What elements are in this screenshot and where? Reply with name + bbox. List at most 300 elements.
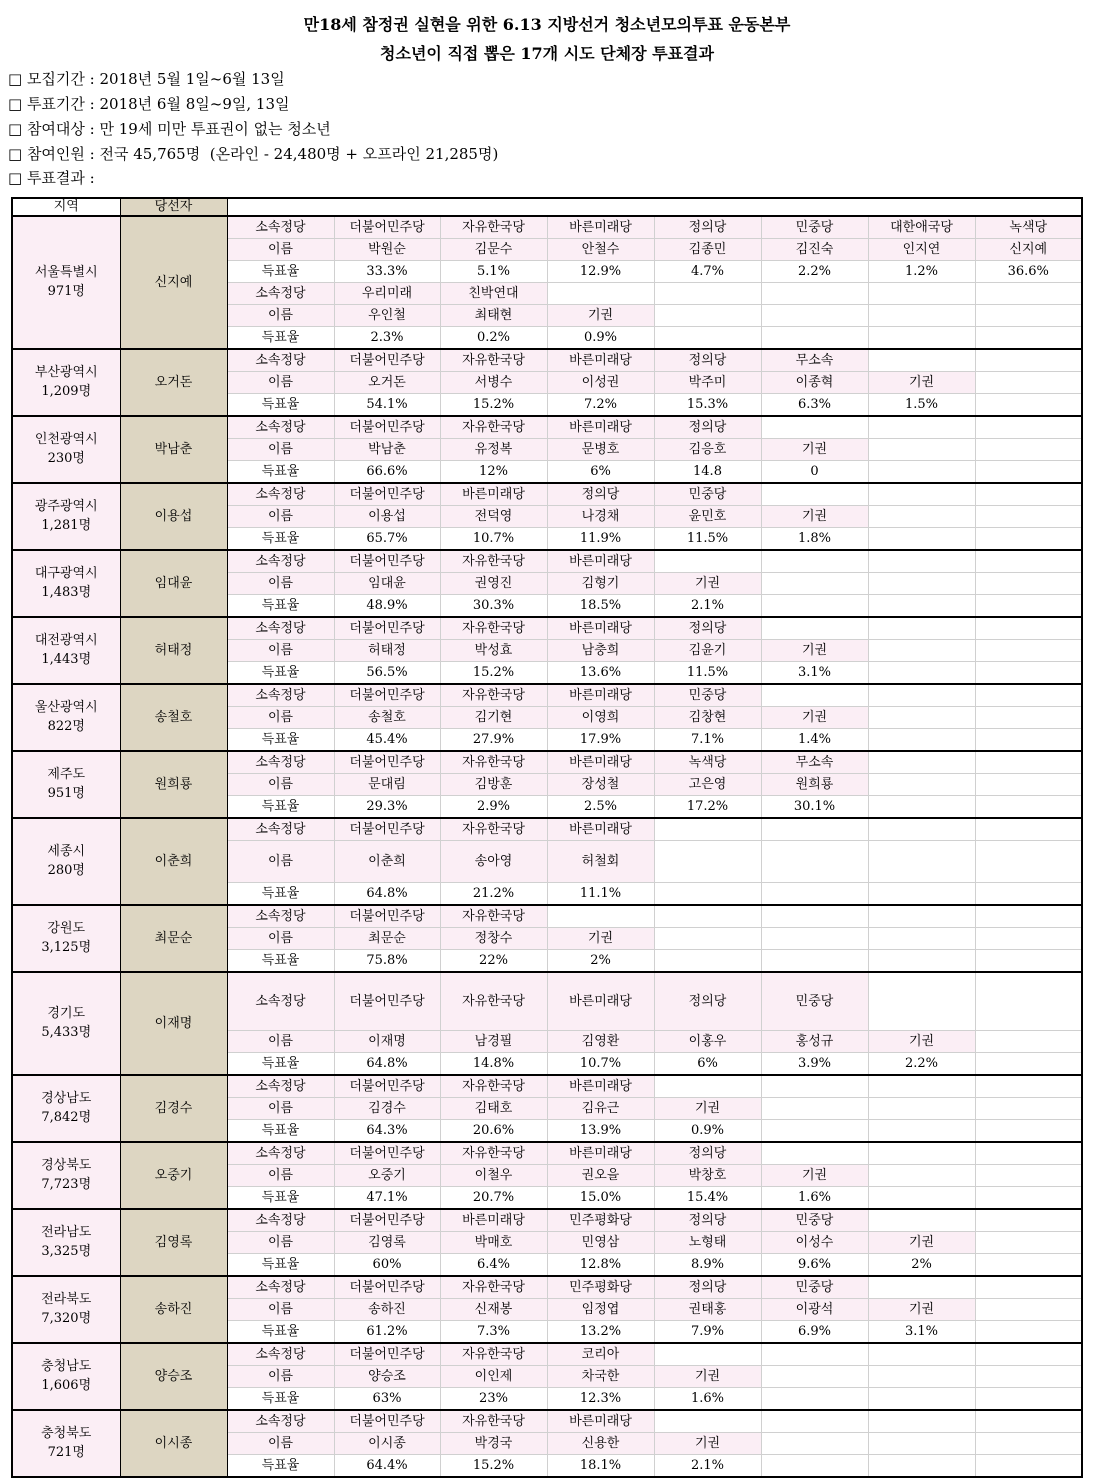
cell-name: 기권 bbox=[761, 640, 868, 662]
cell-name: 이광석 bbox=[761, 1299, 868, 1321]
region-cell bbox=[12, 684, 120, 751]
region-name: 경상남도 bbox=[41, 1091, 92, 1106]
row-label-name: 이름 bbox=[227, 372, 334, 394]
empty-cell bbox=[975, 1321, 1082, 1344]
cell-party: 바른미래당 bbox=[547, 416, 654, 439]
cell-name: 이용섭 bbox=[334, 506, 440, 528]
empty-cell bbox=[975, 550, 1082, 573]
row-label-party: 소속정당 bbox=[227, 1142, 334, 1165]
cell-party: 바른미래당 bbox=[547, 617, 654, 640]
cell-rate: 0.9% bbox=[654, 1120, 761, 1143]
empty-cell bbox=[868, 950, 975, 973]
row-label-party: 소속정당 bbox=[227, 818, 334, 841]
cell-party: 자유한국당 bbox=[440, 1142, 547, 1165]
cell-name: 기권 bbox=[868, 1031, 975, 1053]
cell-party: 자유한국당 bbox=[440, 905, 547, 928]
header-winner: 당선자 bbox=[120, 198, 227, 216]
cell-rate: 2.3% bbox=[334, 327, 440, 350]
row-label-party: 소속정당 bbox=[227, 349, 334, 372]
cell-rate: 6.4% bbox=[440, 1254, 547, 1277]
cell-rate: 2% bbox=[868, 1254, 975, 1277]
result-row-party bbox=[12, 751, 1082, 774]
region-name: 인천광역시 bbox=[34, 432, 98, 447]
winner-cell: 김영록 bbox=[120, 1209, 227, 1276]
region-participants: 1,281명 bbox=[41, 518, 92, 533]
winner-cell: 이춘희 bbox=[120, 818, 227, 905]
empty-cell bbox=[547, 905, 654, 928]
cell-rate: 36.6% bbox=[975, 261, 1082, 283]
cell-name: 박원순 bbox=[334, 239, 440, 261]
empty-cell bbox=[975, 461, 1082, 484]
cell-name: 안철수 bbox=[547, 239, 654, 261]
cell-name: 김진숙 bbox=[761, 239, 868, 261]
row-label-party: 소속정당 bbox=[227, 1410, 334, 1433]
cell-party: 더불어민주당 bbox=[334, 751, 440, 774]
cell-party: 민중당 bbox=[761, 1276, 868, 1299]
cell-party: 무소속 bbox=[761, 349, 868, 372]
row-label-name: 이름 bbox=[227, 305, 334, 327]
cell-party: 민주평화당 bbox=[547, 1276, 654, 1299]
row-label-name: 이름 bbox=[227, 439, 334, 461]
cell-name: 김태호 bbox=[440, 1098, 547, 1120]
cell-party: 더불어민주당 bbox=[334, 1142, 440, 1165]
info-result-label: □ 투표결과 : bbox=[8, 169, 95, 187]
region-name: 울산광역시 bbox=[34, 700, 98, 715]
empty-cell bbox=[975, 349, 1082, 372]
region-group bbox=[12, 751, 1082, 818]
row-label-name: 이름 bbox=[227, 1232, 334, 1254]
cell-rate: 7.3% bbox=[440, 1321, 547, 1344]
cell-name: 박매호 bbox=[440, 1232, 547, 1254]
empty-cell bbox=[975, 1232, 1082, 1254]
cell-rate: 1.6% bbox=[761, 1187, 868, 1210]
cell-name: 임대윤 bbox=[334, 573, 440, 595]
cell-name: 남경필 bbox=[440, 1031, 547, 1053]
cell-party: 더불어민주당 bbox=[334, 1209, 440, 1232]
cell-name: 우인철 bbox=[334, 305, 440, 327]
empty-cell bbox=[654, 1410, 761, 1433]
table-header-row bbox=[12, 198, 1082, 216]
region-cell bbox=[12, 349, 120, 416]
cell-name: 기권 bbox=[547, 928, 654, 950]
empty-cell bbox=[868, 305, 975, 327]
cell-party: 자유한국당 bbox=[440, 550, 547, 573]
cell-name: 고은영 bbox=[654, 774, 761, 796]
cell-name: 기권 bbox=[761, 506, 868, 528]
cell-name: 기권 bbox=[761, 707, 868, 729]
empty-cell bbox=[975, 1366, 1082, 1388]
empty-cell bbox=[975, 305, 1082, 327]
cell-rate: 21.2% bbox=[440, 883, 547, 906]
result-row-party bbox=[12, 818, 1082, 841]
row-label-rate: 득표율 bbox=[227, 327, 334, 350]
region-name: 광주광역시 bbox=[34, 499, 98, 514]
empty-cell bbox=[975, 662, 1082, 685]
cell-rate: 27.9% bbox=[440, 729, 547, 752]
empty-cell bbox=[761, 1075, 868, 1098]
empty-cell bbox=[975, 617, 1082, 640]
cell-party: 더불어민주당 bbox=[334, 1410, 440, 1433]
result-row-party bbox=[12, 684, 1082, 707]
winner-cell: 이재명 bbox=[120, 972, 227, 1075]
row-label-rate: 득표율 bbox=[227, 1187, 334, 1210]
cell-rate: 29.3% bbox=[334, 796, 440, 819]
region-group bbox=[12, 818, 1082, 905]
cell-party: 바른미래당 bbox=[547, 972, 654, 1031]
region-cell bbox=[12, 416, 120, 483]
row-label-name: 이름 bbox=[227, 774, 334, 796]
title-line-2: 청소년이 직접 뽑은 17개 시도 단체장 투표결과 bbox=[380, 44, 714, 63]
cell-name: 김유근 bbox=[547, 1098, 654, 1120]
region-participants: 3,325명 bbox=[41, 1244, 92, 1259]
cell-name: 김경수 bbox=[334, 1098, 440, 1120]
cell-name: 문병호 bbox=[547, 439, 654, 461]
cell-party: 더불어민주당 bbox=[334, 905, 440, 928]
info-recruit-period: □ 모집기간 : 2018년 5월 1일~6월 13일 bbox=[8, 70, 285, 88]
row-label-name: 이름 bbox=[227, 573, 334, 595]
region-cell bbox=[12, 972, 120, 1075]
cell-name: 홍성규 bbox=[761, 1031, 868, 1053]
empty-cell bbox=[975, 818, 1082, 841]
empty-cell bbox=[868, 550, 975, 573]
winner-cell: 신지예 bbox=[120, 216, 227, 349]
cell-party: 무소속 bbox=[761, 751, 868, 774]
cell-party: 정의당 bbox=[654, 1209, 761, 1232]
cell-name: 최문순 bbox=[334, 928, 440, 950]
empty-cell bbox=[975, 1142, 1082, 1165]
region-cell bbox=[12, 1343, 120, 1410]
cell-name: 이철우 bbox=[440, 1165, 547, 1187]
cell-rate: 0.2% bbox=[440, 327, 547, 350]
empty-cell bbox=[975, 972, 1082, 1031]
title-line-1: 만18세 참정권 실현을 위한 6.13 지방선거 청소년모의투표 운동본부 bbox=[303, 15, 791, 34]
row-label-name: 이름 bbox=[227, 1098, 334, 1120]
cell-name: 인지연 bbox=[868, 239, 975, 261]
region-participants: 7,723명 bbox=[41, 1177, 92, 1192]
cell-party: 더불어민주당 bbox=[334, 1343, 440, 1366]
cell-rate: 2.9% bbox=[440, 796, 547, 819]
cell-rate: 15.4% bbox=[654, 1187, 761, 1210]
cell-rate: 6.3% bbox=[761, 394, 868, 417]
region-participants: 971명 bbox=[47, 284, 85, 299]
region-participants: 822명 bbox=[47, 719, 85, 734]
cell-party: 자유한국당 bbox=[440, 1075, 547, 1098]
empty-cell bbox=[654, 905, 761, 928]
empty-cell bbox=[761, 1410, 868, 1433]
empty-cell bbox=[761, 617, 868, 640]
cell-rate: 56.5% bbox=[334, 662, 440, 685]
winner-cell: 최문순 bbox=[120, 905, 227, 972]
empty-cell bbox=[654, 950, 761, 973]
empty-cell bbox=[975, 1433, 1082, 1455]
cell-rate: 1.8% bbox=[761, 528, 868, 551]
empty-cell bbox=[868, 774, 975, 796]
empty-cell bbox=[868, 841, 975, 883]
row-label-name: 이름 bbox=[227, 1366, 334, 1388]
winner-cell: 김경수 bbox=[120, 1075, 227, 1142]
empty-cell bbox=[975, 483, 1082, 506]
cell-name: 김종민 bbox=[654, 239, 761, 261]
cell-rate: 60% bbox=[334, 1254, 440, 1277]
cell-party: 정의당 bbox=[654, 972, 761, 1031]
empty-cell bbox=[868, 595, 975, 618]
row-label-name: 이름 bbox=[227, 1031, 334, 1053]
cell-name: 김기현 bbox=[440, 707, 547, 729]
cell-rate: 12.8% bbox=[547, 1254, 654, 1277]
region-name: 대구광역시 bbox=[34, 566, 98, 581]
cell-party: 정의당 bbox=[654, 617, 761, 640]
empty-cell bbox=[654, 841, 761, 883]
empty-cell bbox=[547, 283, 654, 305]
cell-party: 자유한국당 bbox=[440, 1410, 547, 1433]
cell-name: 이재명 bbox=[334, 1031, 440, 1053]
info-vote-period: □ 투표기간 : 2018년 6월 8일~9일, 13일 bbox=[8, 95, 290, 113]
row-label-name: 이름 bbox=[227, 640, 334, 662]
row-label-party: 소속정당 bbox=[227, 216, 334, 239]
empty-cell bbox=[975, 1455, 1082, 1478]
cell-name: 이시종 bbox=[334, 1433, 440, 1455]
region-name: 전라남도 bbox=[41, 1225, 92, 1240]
cell-name: 박창호 bbox=[654, 1165, 761, 1187]
cell-name: 김방훈 bbox=[440, 774, 547, 796]
empty-cell bbox=[975, 327, 1082, 350]
cell-rate: 22% bbox=[440, 950, 547, 973]
cell-party: 녹색당 bbox=[975, 216, 1082, 239]
empty-cell bbox=[868, 883, 975, 906]
result-row-party bbox=[12, 1075, 1082, 1098]
empty-cell bbox=[761, 1343, 868, 1366]
cell-party: 민중당 bbox=[654, 483, 761, 506]
empty-cell bbox=[868, 573, 975, 595]
cell-rate: 2.2% bbox=[868, 1053, 975, 1076]
cell-party: 바른미래당 bbox=[440, 483, 547, 506]
cell-name: 기권 bbox=[654, 1366, 761, 1388]
cell-party: 민중당 bbox=[761, 216, 868, 239]
cell-party: 정의당 bbox=[654, 416, 761, 439]
empty-cell bbox=[975, 1075, 1082, 1098]
cell-party: 더불어민주당 bbox=[334, 216, 440, 239]
winner-cell: 이시종 bbox=[120, 1410, 227, 1477]
empty-cell bbox=[975, 640, 1082, 662]
empty-cell bbox=[868, 796, 975, 819]
region-group bbox=[12, 416, 1082, 483]
empty-cell bbox=[975, 1343, 1082, 1366]
empty-cell bbox=[761, 595, 868, 618]
cell-rate: 15.2% bbox=[440, 394, 547, 417]
row-label-rate: 득표율 bbox=[227, 1455, 334, 1478]
cell-party: 자유한국당 bbox=[440, 349, 547, 372]
winner-cell: 오중기 bbox=[120, 1142, 227, 1209]
empty-cell bbox=[975, 1388, 1082, 1411]
region-name: 경상북도 bbox=[41, 1158, 92, 1173]
empty-cell bbox=[868, 707, 975, 729]
region-group bbox=[12, 550, 1082, 617]
cell-party: 우리미래 bbox=[334, 283, 440, 305]
row-label-party: 소속정당 bbox=[227, 1276, 334, 1299]
empty-cell bbox=[868, 461, 975, 484]
result-row-party bbox=[12, 416, 1082, 439]
cell-name: 유정복 bbox=[440, 439, 547, 461]
row-label-name: 이름 bbox=[227, 506, 334, 528]
cell-party: 바른미래당 bbox=[547, 349, 654, 372]
region-participants: 1,483명 bbox=[41, 585, 92, 600]
empty-cell bbox=[975, 1254, 1082, 1277]
cell-rate: 7.9% bbox=[654, 1321, 761, 1344]
cell-party: 바른미래당 bbox=[440, 1209, 547, 1232]
empty-cell bbox=[868, 283, 975, 305]
cell-rate: 75.8% bbox=[334, 950, 440, 973]
empty-cell bbox=[868, 1120, 975, 1143]
empty-cell bbox=[761, 684, 868, 707]
cell-rate: 30.3% bbox=[440, 595, 547, 618]
cell-name: 송하진 bbox=[334, 1299, 440, 1321]
cell-name: 신용한 bbox=[547, 1433, 654, 1455]
empty-cell bbox=[975, 1031, 1082, 1053]
row-label-party: 소속정당 bbox=[227, 1343, 334, 1366]
empty-cell bbox=[975, 1098, 1082, 1120]
empty-cell bbox=[761, 1455, 868, 1478]
cell-rate: 2.1% bbox=[654, 1455, 761, 1478]
cell-party: 정의당 bbox=[654, 349, 761, 372]
cell-rate: 2% bbox=[547, 950, 654, 973]
empty-cell bbox=[868, 1343, 975, 1366]
cell-name: 김형기 bbox=[547, 573, 654, 595]
cell-rate: 13.2% bbox=[547, 1321, 654, 1344]
row-label-rate: 득표율 bbox=[227, 662, 334, 685]
cell-rate: 54.1% bbox=[334, 394, 440, 417]
cell-rate: 6% bbox=[654, 1053, 761, 1076]
cell-party: 더불어민주당 bbox=[334, 818, 440, 841]
cell-name: 송철호 bbox=[334, 707, 440, 729]
empty-cell bbox=[761, 905, 868, 928]
cell-name: 박경국 bbox=[440, 1433, 547, 1455]
region-name: 세종시 bbox=[47, 844, 86, 859]
cell-rate: 15.2% bbox=[440, 1455, 547, 1478]
region-group bbox=[12, 216, 1082, 349]
empty-cell bbox=[761, 1098, 868, 1120]
cell-rate: 3.9% bbox=[761, 1053, 868, 1076]
cell-party: 정의당 bbox=[654, 1276, 761, 1299]
result-row-party bbox=[12, 1410, 1082, 1433]
cell-rate: 66.6% bbox=[334, 461, 440, 484]
cell-rate: 2.5% bbox=[547, 796, 654, 819]
cell-name: 권오을 bbox=[547, 1165, 654, 1187]
cell-party: 친박연대 bbox=[440, 283, 547, 305]
row-label-rate: 득표율 bbox=[227, 528, 334, 551]
cell-party: 더불어민주당 bbox=[334, 483, 440, 506]
result-row-party bbox=[12, 1276, 1082, 1299]
region-name: 제주도 bbox=[47, 767, 86, 782]
cell-rate: 20.7% bbox=[440, 1187, 547, 1210]
region-group bbox=[12, 1075, 1082, 1142]
cell-name: 신지예 bbox=[975, 239, 1082, 261]
result-row-party bbox=[12, 617, 1082, 640]
row-label-name: 이름 bbox=[227, 707, 334, 729]
cell-rate: 8.9% bbox=[654, 1254, 761, 1277]
cell-party: 자유한국당 bbox=[440, 818, 547, 841]
empty-cell bbox=[868, 1455, 975, 1478]
empty-cell bbox=[975, 1299, 1082, 1321]
empty-cell bbox=[975, 372, 1082, 394]
cell-rate: 13.6% bbox=[547, 662, 654, 685]
empty-cell bbox=[975, 283, 1082, 305]
empty-cell bbox=[868, 327, 975, 350]
row-label-party: 소속정당 bbox=[227, 751, 334, 774]
empty-cell bbox=[868, 972, 975, 1031]
region-participants: 280명 bbox=[47, 863, 85, 878]
region-group bbox=[12, 1410, 1082, 1477]
region-name: 강원도 bbox=[47, 921, 86, 936]
row-label-party: 소속정당 bbox=[227, 972, 334, 1031]
empty-cell bbox=[654, 818, 761, 841]
cell-rate: 12.3% bbox=[547, 1388, 654, 1411]
row-label-name: 이름 bbox=[227, 928, 334, 950]
cell-rate: 15.2% bbox=[440, 662, 547, 685]
cell-party: 코리아 bbox=[547, 1343, 654, 1366]
cell-name: 김응호 bbox=[654, 439, 761, 461]
cell-rate: 64.4% bbox=[334, 1455, 440, 1478]
cell-name: 이성수 bbox=[761, 1232, 868, 1254]
region-cell bbox=[12, 216, 120, 349]
cell-name: 이성권 bbox=[547, 372, 654, 394]
region-group bbox=[12, 972, 1082, 1075]
row-label-party: 소속정당 bbox=[227, 684, 334, 707]
row-label-party: 소속정당 bbox=[227, 416, 334, 439]
cell-name: 이영희 bbox=[547, 707, 654, 729]
empty-cell bbox=[975, 1276, 1082, 1299]
empty-cell bbox=[761, 573, 868, 595]
cell-rate: 1.6% bbox=[654, 1388, 761, 1411]
cell-rate: 9.6% bbox=[761, 1254, 868, 1277]
result-row-party bbox=[12, 1343, 1082, 1366]
empty-cell bbox=[868, 617, 975, 640]
cell-name: 이춘희 bbox=[334, 841, 440, 883]
empty-cell bbox=[975, 1410, 1082, 1433]
info-participants: □ 참여인원 : 전국 45,765명 (온라인 - 24,480명 + 오프라인 21,285명) bbox=[8, 145, 499, 163]
empty-cell bbox=[975, 905, 1082, 928]
cell-rate: 1.4% bbox=[761, 729, 868, 752]
empty-cell bbox=[868, 905, 975, 928]
empty-cell bbox=[868, 818, 975, 841]
cell-name: 정창수 bbox=[440, 928, 547, 950]
cell-name: 김윤기 bbox=[654, 640, 761, 662]
cell-party: 더불어민주당 bbox=[334, 1276, 440, 1299]
region-cell bbox=[12, 1142, 120, 1209]
cell-name: 김문수 bbox=[440, 239, 547, 261]
cell-party: 더불어민주당 bbox=[334, 684, 440, 707]
empty-cell bbox=[975, 573, 1082, 595]
cell-name: 이인제 bbox=[440, 1366, 547, 1388]
empty-cell bbox=[761, 327, 868, 350]
empty-cell bbox=[654, 928, 761, 950]
cell-party: 정의당 bbox=[654, 216, 761, 239]
cell-name: 나경채 bbox=[547, 506, 654, 528]
region-name: 경기도 bbox=[47, 1006, 86, 1021]
row-label-rate: 득표율 bbox=[227, 394, 334, 417]
cell-rate: 12% bbox=[440, 461, 547, 484]
winner-cell: 허태정 bbox=[120, 617, 227, 684]
empty-cell bbox=[654, 283, 761, 305]
cell-party: 바른미래당 bbox=[547, 751, 654, 774]
row-label-rate: 득표율 bbox=[227, 461, 334, 484]
cell-party: 바른미래당 bbox=[547, 1142, 654, 1165]
empty-cell bbox=[761, 1120, 868, 1143]
region-group bbox=[12, 1142, 1082, 1209]
winner-cell: 임대윤 bbox=[120, 550, 227, 617]
region-group bbox=[12, 1276, 1082, 1343]
cell-party: 자유한국당 bbox=[440, 216, 547, 239]
cell-rate: 64.8% bbox=[334, 1053, 440, 1076]
